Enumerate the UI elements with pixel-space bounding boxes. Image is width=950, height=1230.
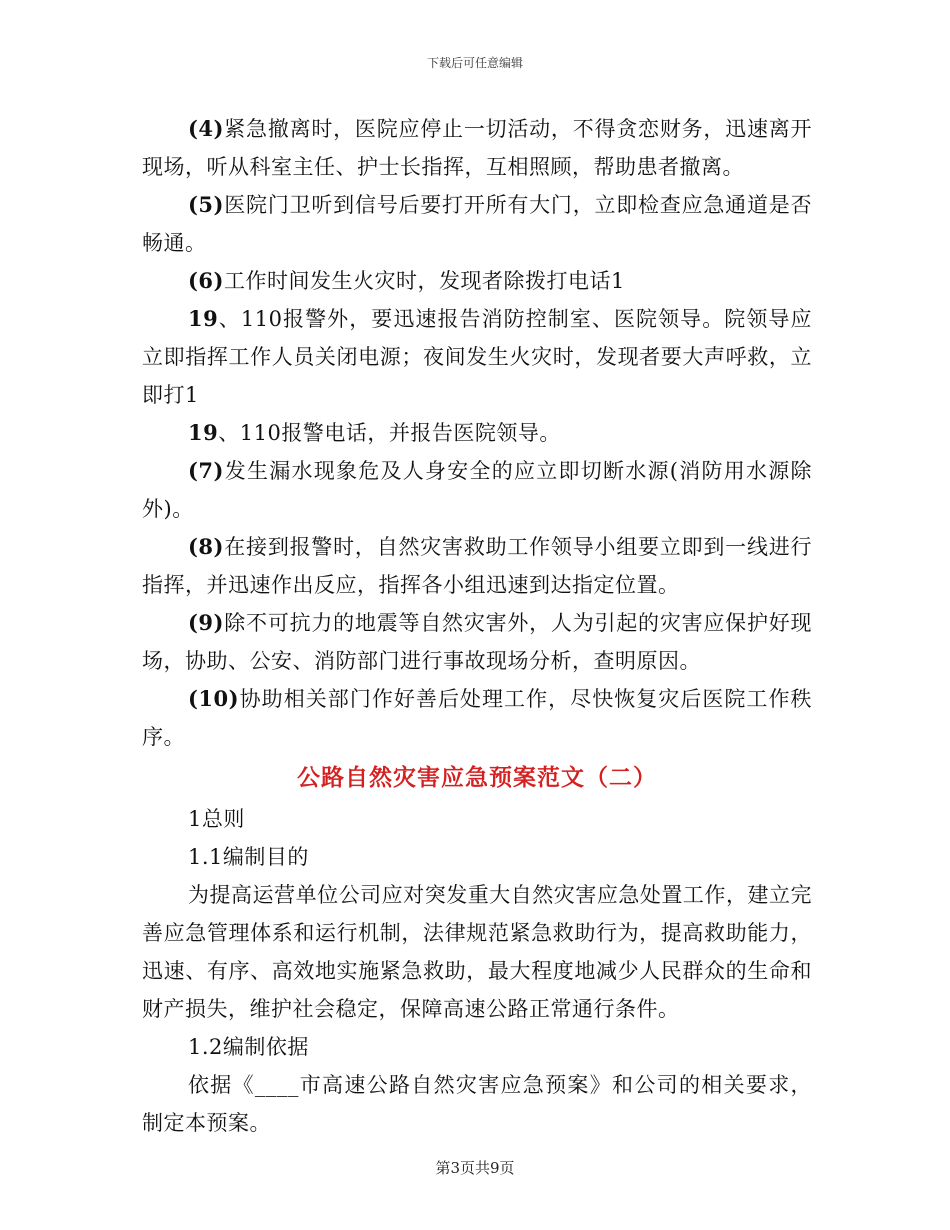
page-footer: 第3页共9页 [435,1159,515,1177]
item-number: (9) [188,610,224,635]
heading-general: 1总则 [188,807,245,831]
list-item [142,604,812,680]
item-number: 19 [188,306,219,331]
list-item [142,452,812,528]
list-item [142,414,812,452]
basis-paragraph: 依据《____市高速公路自然灾害应急预案》和公司的相关要求，制定本预案。 [142,1073,812,1135]
item-text: 协助相关部门作好善后处理工作，尽快恢复灾后医院工作秩序。 [142,687,812,749]
list-item [142,528,812,604]
section-title: 公路自然灾害应急预案范文（二） [297,764,657,791]
item-number: 19 [188,420,219,445]
item-number: (6) [188,268,224,293]
item-number: (4) [188,116,224,141]
item-number: (8) [188,534,224,559]
document-body [142,110,812,1142]
heading-basis: 1.2编制依据 [188,1035,309,1059]
heading-purpose: 1.1编制目的 [188,845,309,869]
item-text: 、110报警外，要迅速报告消防控制室、医院领导。院领导应立即指挥工作人员关闭电源；夜间发生火灾时，发现者要大声呼救，立即打1 [142,307,812,407]
item-text: 、110报警电话，并报告医院领导。 [218,421,561,445]
list-item [142,186,812,262]
list-item [142,262,812,300]
item-text: 在接到报警时，自然灾害救助工作领导小组要立即到一线进行指挥，并迅速作出反应，指挥各小组迅速到达指定位置。 [142,535,812,597]
purpose-paragraph: 为提高运营单位公司应对突发重大自然灾害应急处置工作，建立完善应急管理体系和运行机制，法律规范紧急救助行为，提高救助能力，迅速、有序、高效地实施紧急救助，最大程度地减少人民群众的生命和财产损失，维护社会稳定，保障高速公路正常通行条件。 [142,883,812,1021]
item-number: (10) [188,686,240,711]
list-item [142,680,812,756]
list-item [142,300,812,414]
item-text: 紧急撤离时，医院应停止一切活动，不得贪恋财务，迅速离开现场，听从科室主任、护士长指挥，互相照顾，帮助患者撤离。 [142,117,812,179]
page-header: 下载后可任意编辑 [426,56,523,70]
item-text: 工作时间发生火灾时，发现者除拨打电话1 [223,269,625,293]
item-text: 医院门卫听到信号后要打开所有大门，立即检查应急通道是否畅通。 [142,193,812,255]
item-text: 除不可抗力的地震等自然灾害外，人为引起的灾害应保护好现场，协助、公安、消防部门进行事故现场分析，查明原因。 [142,611,812,673]
item-number: (5) [188,192,224,217]
list-item [142,110,812,186]
item-text: 发生漏水现象危及人身安全的应立即切断水源(消防用水源除外)。 [142,459,812,521]
item-number: (7) [188,458,224,483]
